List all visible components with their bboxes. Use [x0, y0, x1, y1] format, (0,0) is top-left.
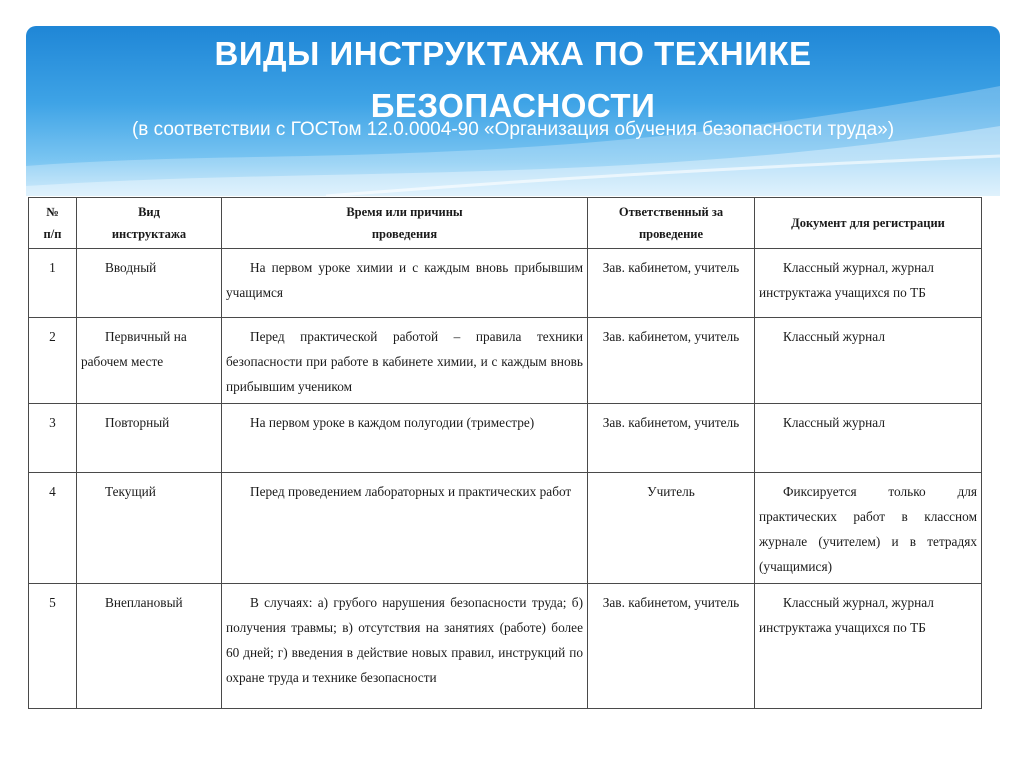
header-time-line2: проведения: [371, 227, 438, 241]
table-row: [29, 318, 982, 404]
header-document: Документ для регистрации: [755, 198, 982, 249]
row-num: 4: [29, 473, 77, 584]
row-type: Внеплановый: [77, 584, 222, 709]
row-num: 5: [29, 584, 77, 709]
row-time: На первом уроке в каждом полугодии (триместре): [222, 404, 588, 473]
row-type: Вводный: [77, 249, 222, 318]
header-num-line1: №: [46, 205, 59, 219]
row-type: Повторный: [77, 404, 222, 473]
row-time: На первом уроке химии и с каждым вновь прибывшим учащимся: [222, 249, 588, 318]
row-time: В случаях: а) грубого нарушения безопасности труда; б) получения травмы; в) отсутствия на занятиях (работе) более 60 дней; г) введения в действие новых правил, инструкций по охране труда и технике безопасности: [222, 584, 588, 709]
row-time: Перед проведением лабораторных и практических работ: [222, 473, 588, 584]
header-responsible: [588, 198, 755, 249]
instruction-types-table: [28, 197, 982, 709]
header-type: [77, 198, 222, 249]
header-time: [222, 198, 588, 249]
row-document: Классный журнал, журнал инструктажа учащихся по ТБ: [755, 584, 982, 709]
slide-title: [26, 28, 1000, 132]
header-type-line2: инструктажа: [111, 227, 187, 241]
row-type: Первичный на рабочем месте: [77, 318, 222, 404]
row-responsible: Учитель: [588, 473, 755, 584]
title-line-2: БЕЗОПАСНОСТИ: [370, 87, 656, 124]
table-row: [29, 584, 982, 709]
table-row: [29, 404, 982, 473]
header-num: [29, 198, 77, 249]
table-row: [29, 473, 982, 584]
header-resp-line2: проведение: [638, 227, 704, 241]
row-document: Классный журнал, журнал инструктажа учащихся по ТБ: [755, 249, 982, 318]
table-header-row: [29, 198, 982, 249]
row-document: Фиксируется только для практических работ в классном журнале (учителем) и в тетрадях (учащимися): [755, 473, 982, 584]
row-time: Перед практической работой – правила техники безопасности при работе в кабинете химии, и с каждым вновь прибывшим учеником: [222, 318, 588, 404]
slide-subtitle: (в соответствии с ГОСТом 12.0.0004-90 «Организация обучения безопасности труда»): [131, 119, 895, 140]
title-line-1: ВИДЫ ИНСТРУКТАЖА ПО ТЕХНИКЕ: [214, 35, 812, 72]
row-responsible: Зав. кабинетом, учитель: [588, 249, 755, 318]
header-resp-line1: Ответственный за: [618, 205, 724, 219]
header-type-line1: Вид: [138, 205, 160, 219]
header-time-line1: Время или причины: [346, 205, 463, 219]
row-responsible: Зав. кабинетом, учитель: [588, 318, 755, 404]
row-document: Классный журнал: [755, 404, 982, 473]
row-num: 2: [29, 318, 77, 404]
row-type: Текущий: [77, 473, 222, 584]
header-num-line2: п/п: [43, 227, 62, 241]
table-row: [29, 249, 982, 318]
row-responsible: Зав. кабинетом, учитель: [588, 584, 755, 709]
row-responsible: Зав. кабинетом, учитель: [588, 404, 755, 473]
row-document: Классный журнал: [755, 318, 982, 404]
row-num: 3: [29, 404, 77, 473]
row-num: 1: [29, 249, 77, 318]
